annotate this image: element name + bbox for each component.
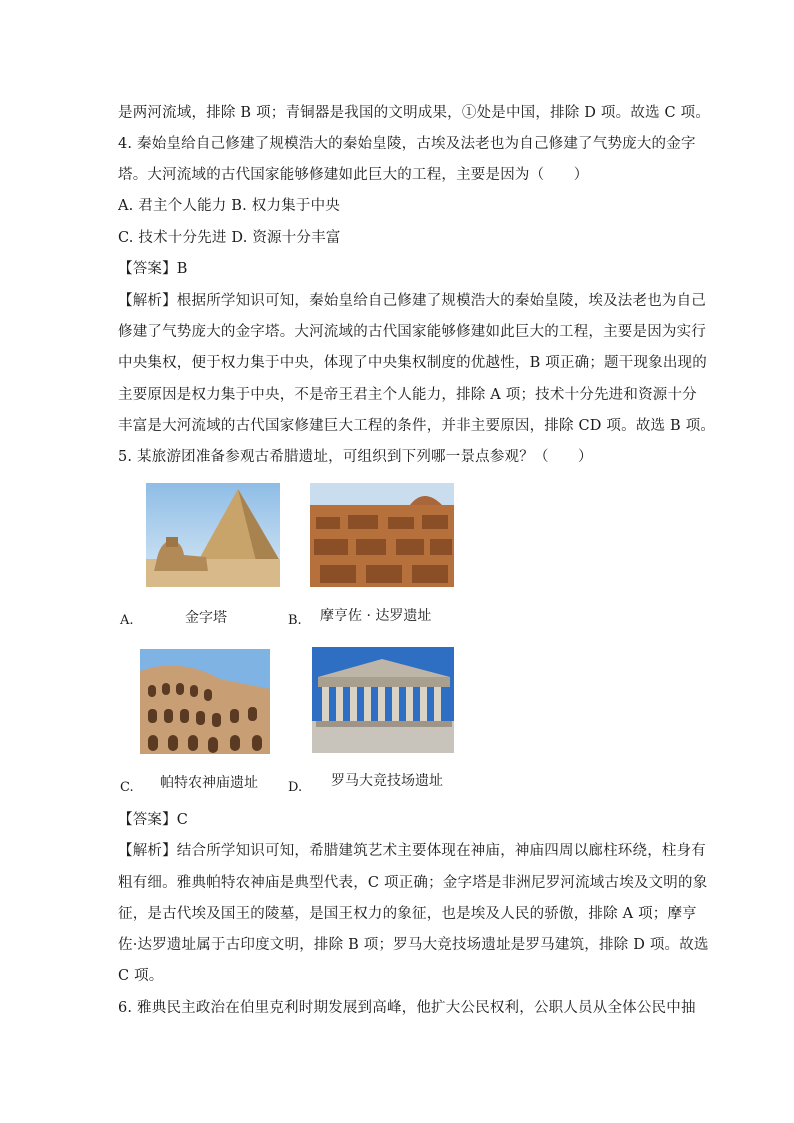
- question-6-text: 6. 雅典民主政治在伯里克利时期发展到高峰，他扩大公民权利，公职人员从全体公民中抽: [118, 1000, 696, 1016]
- analysis-text: 丰富是大河流域的古代国家修建巨大工程的条件，并非主要原因，排除 CD 项。故选 B 项。: [118, 418, 716, 434]
- mohenjo-daro-image: [310, 483, 454, 587]
- text-line: 是两河流域，排除 B 项；青铜器是我国的文明成果，①处是中国，排除 D 项。故选 C 项。: [118, 105, 711, 121]
- analysis-text: 中央集权，便于权力集于中央，体现了中央集权制度的优越性，B 项正确；题干现象出现的: [118, 355, 707, 371]
- question-4-text: 塔。大河流域的古代国家能够修建如此巨大的工程，主要是因为（ ）: [118, 167, 589, 183]
- colosseum-image: [140, 649, 270, 754]
- option-a-caption: 金字塔: [185, 610, 227, 626]
- analysis-text: 修建了气势庞大的金字塔。大河流域的古代国家能够修建如此巨大的工程，主要是因为实行: [118, 324, 706, 340]
- analysis-text: 粗有细。雅典帕特农神庙是典型代表，C 项正确；金字塔是非洲尼罗河流域古埃及文明的象: [118, 875, 708, 891]
- answer-label: 【答案】C: [118, 812, 189, 828]
- option-c-caption: 帕特农神庙遗址: [160, 775, 258, 791]
- analysis-text: 主要原因是权力集于中央，不是帝王君主个人能力，排除 A 项；技术十分先进和资源十分: [118, 387, 697, 403]
- option-a-letter: A.: [120, 613, 134, 628]
- parthenon-image: [312, 647, 454, 753]
- question-5-text: 5. 某旅游团准备参观古希腊遗址，可组织到下列哪一景点参观？（ ）: [118, 449, 593, 465]
- option-c-letter: C.: [120, 780, 134, 795]
- option-b-caption: 摩亨佐 · 达罗遗址: [320, 608, 432, 624]
- question-4-options: A. 君主个人能力 B. 权力集于中央: [118, 198, 340, 214]
- analysis-text: 佐·达罗遗址属于古印度文明，排除 B 项；罗马大竞技场遗址是罗马建筑，排除 D 项。故选: [118, 937, 709, 953]
- answer-label: 【答案】B: [118, 261, 188, 277]
- option-d-caption: 罗马大竞技场遗址: [331, 773, 443, 789]
- question-4-options: C. 技术十分先进 D. 资源十分丰富: [118, 230, 341, 246]
- question-4-text: 4. 秦始皇给自己修建了规模浩大的秦始皇陵，古埃及法老也为自己修建了气势庞大的金字: [118, 136, 696, 152]
- analysis-text: 【解析】结合所学知识可知，希腊建筑艺术主要体现在神庙，神庙四周以廊柱环绕，柱身有: [118, 843, 706, 859]
- analysis-text: 【解析】根据所学知识可知，秦始皇给自己修建了规模浩大的秦始皇陵，埃及法老也为自己: [118, 293, 706, 309]
- pyramid-image: [146, 483, 280, 587]
- option-b-letter: B.: [288, 613, 302, 628]
- analysis-text: C 项。: [118, 968, 164, 984]
- option-d-letter: D.: [288, 780, 303, 795]
- analysis-text: 征，是古代埃及国王的陵墓，是国王权力的象征，也是埃及人民的骄傲，排除 A 项；摩亨: [118, 906, 697, 922]
